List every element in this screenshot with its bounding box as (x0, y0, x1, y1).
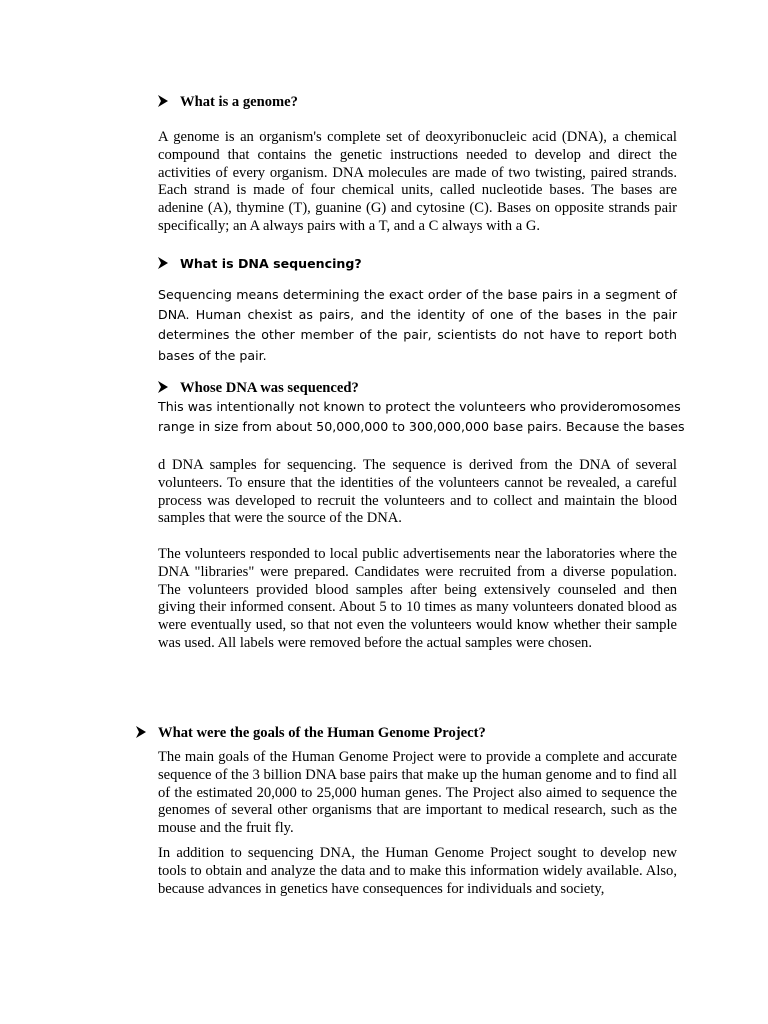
heading-goals-of-human-genome-project: What were the goals of the Human Genome Project? (136, 725, 486, 742)
overlay-line-1: This was intentionally not known to protect the volunteers who provideromosomes (158, 399, 681, 414)
arrowhead-bullet-icon (158, 95, 168, 107)
arrowhead-bullet-icon (136, 726, 146, 738)
arrowhead-bullet-icon (158, 381, 168, 393)
whose-dna-paragraph-2: The volunteers responded to local public advertisements near the laboratories where the DNA "libraries" were prepared. Candidates were recruited from a diverse population. The volunteers provided blood samples after being extensively counseled and then giving their informed consent. About 5 to 10 times as many volunteers donated blood as were eventually used, so that not even the volunteers would know whether their sample was used. All labels were removed before the actual samples were chosen. (158, 546, 677, 651)
genome-paragraph: A genome is an organism's complete set of deoxyribonucleic acid (DNA), a chemical compound that contains the genetic instructions needed to develop and direct the activities of every organism. DNA molecules are made of two twisting, paired strands. Each strand is made of four chemical units, called nucleotide bases. The bases are adenine (A), thymine (T), guanine (G) and cytosine (C). Bases on opposite strands pair specifically; an A always pairs with a T, and a C always with a G. (158, 129, 677, 234)
heading-what-is-dna-sequencing: What is DNA sequencing? (158, 256, 362, 271)
overlay-text-block (158, 397, 685, 437)
goals-paragraph-2: In addition to sequencing DNA, the Human Genome Project sought to develop new tools to obtain and analyze the data and to make this information widely available. Also, because advances in genetics have consequences for individuals and society, (158, 845, 677, 897)
sequencing-paragraph: Sequencing means determining the exact order of the base pairs in a segment of DNA. Human chexist as pairs, and the identity of one of the bases in the pair determines the other member of the pair, scientists do not have to report both bases of the pair. (158, 287, 677, 363)
whose-dna-paragraph-1: d DNA samples for sequencing. The sequence is derived from the DNA of several volunteers. To ensure that the identities of the volunteers cannot be revealed, a careful process was developed to recruit the volunteers and to collect and maintain the blood samples that were the source of the DNA. (158, 457, 677, 527)
arrowhead-bullet-icon (158, 257, 168, 269)
goals-paragraph-1: The main goals of the Human Genome Project were to provide a complete and accurate sequence of the 3 billion DNA base pairs that make up the human genome and to find all of the estimated 20,000 to 25,000 human genes. The Project also aimed to sequence the genomes of several other organisms that are important to medical research, such as the mouse and the fruit fly. (158, 749, 677, 837)
heading-what-is-a-genome: What is a genome? (158, 94, 298, 111)
overlay-line-2: range in size from about 50,000,000 to 300,000,000 base pairs. Because the bases (158, 419, 685, 435)
heading-whose-dna-was-sequenced: Whose DNA was sequenced? (158, 380, 359, 397)
